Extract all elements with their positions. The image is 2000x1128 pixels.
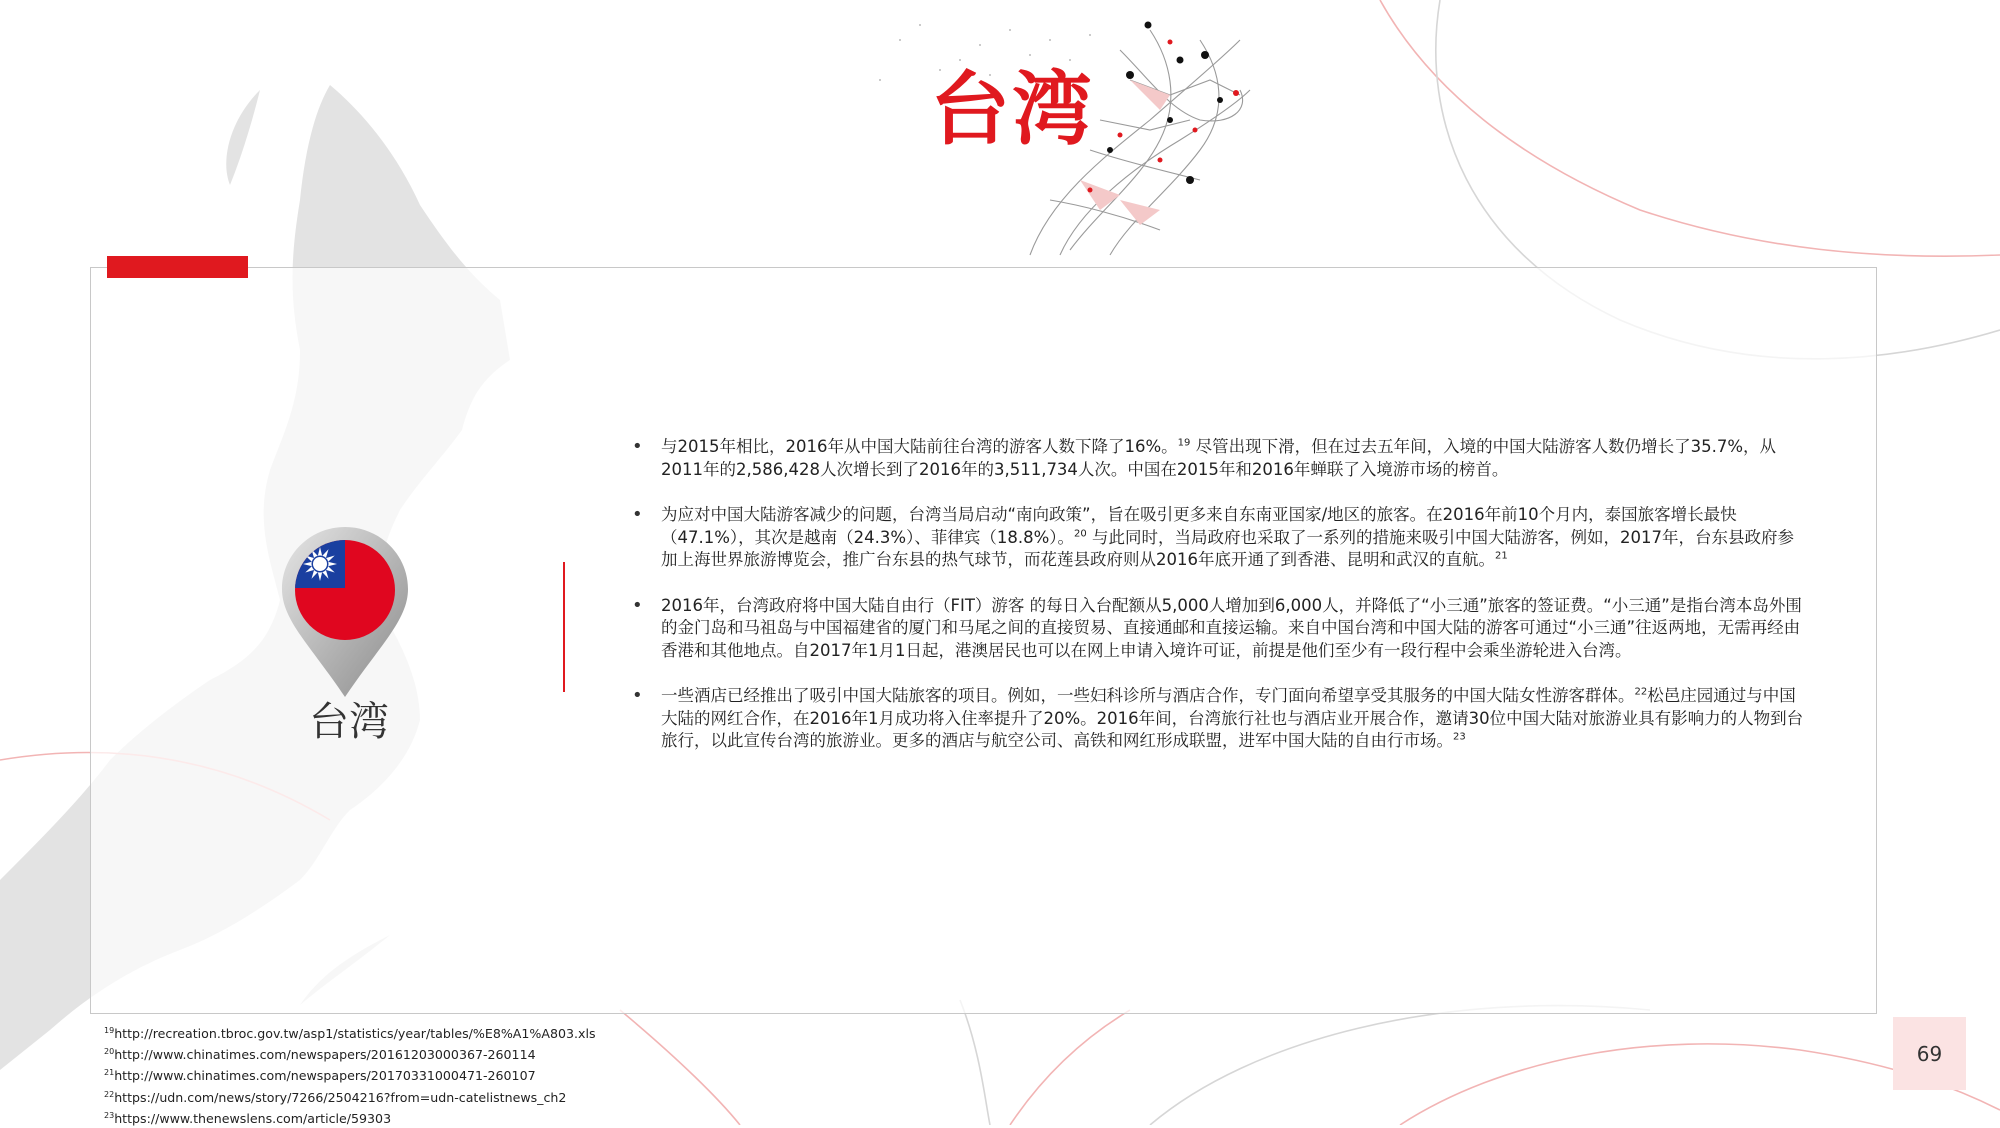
location-pin-icon (280, 525, 410, 700)
footnote-item: $^{21}$http://www.chinatimes.com/newspapers/20170331000471-260107 (104, 1068, 536, 1084)
list-item: • 与2015年相比，2016年从中国大陆前往台湾的游客人数下降了16%。$^{19}$ 尽管出现下滑，但在过去五年间，入境的中国大陆游客人数仍增长了35.7%，从2011年的2,586,428人次增长到了2016年的3,511,734人次。中国在2015年和2016年蝉联了入境游市场的榜首。 (628, 436, 1806, 481)
footnote-link[interactable]: http://recreation.tbroc.gov.tw/asp1/statistics/year/tables/%E8%A1%A803.xls (114, 1026, 596, 1042)
footnote-ref: 22 (1634, 686, 1648, 698)
list-item: • 为应对中国大陆游客减少的问题，台湾当局启动“南向政策”，旨在吸引更多来自东南亚国家/地区的旅客。在2016年前10个月内，泰国旅客增长最快（47.1%），其次是越南（24.3%）、菲律宾（18.8%）。$^{20}$ 与此同时，当局政府也采取了一系列的措施来吸引中国大陆游客，例如，2017年，台东县政府参加上海世界旅游博览会，推广台东县的热气球节，而花莲县政府则从2016年底开通了到香港、昆明和武汉的直航。$^{21}$ (628, 504, 1806, 572)
footnote-ref: 20 (1074, 528, 1087, 539)
footnote-link[interactable]: https://www.thenewslens.com/article/59303 (114, 1110, 392, 1126)
footnote-ref: 19 (1177, 437, 1191, 449)
page-title: 台湾 (930, 63, 1094, 156)
bullet-list (628, 436, 1806, 776)
list-item: • 一些酒店已经推出了吸引中国大陆旅客的项目。例如，一些妇科诊所与酒店合作，专门面向希望享受其服务的中国大陆女性游客群体。$^{22}$松邑庄园通过与中国大陆的网红合作，在2016年1月成功将入住率提升了20%。2016年间，台湾旅行社也与酒店业开展合作，邀请30位中国大陆对旅游业具有影响力的人物到台旅行，以此宣传台湾的旅游业。更多的酒店与航空公司、高铁和网红形成联盟，进军中国大陆的自由行市场。$^{23}$ (628, 685, 1806, 753)
pin-label: 台湾 (309, 699, 389, 745)
footnote-item: $^{23}$https://www.thenewslens.com/article/59303 (104, 1110, 392, 1126)
list-item: • 2016年，台湾政府将中国大陆自由行（FIT）游客 的每日入台配额从5,000人增加到6,000人，并降低了“小三通”旅客的签证费。“小三通”是指台湾本岛外围的金门岛和马祖岛与中国福建省的厦门和马尾之间的直接贸易、直接通邮和直接运输。来自中国台湾和中国大陆的游客可通过“小三通”往返两地，无需再经由香港和其他地点。自2017年1月1日起，港澳居民也可以在网上申请入境许可证，前提是他们至少有一段行程中会乘坐游轮进入台湾。 (628, 595, 1806, 663)
taiwan-flag-icon (295, 540, 395, 640)
footnotes (104, 1022, 596, 1128)
footnote-item: $^{20}$http://www.chinatimes.com/newspapers/20161203000367-260114 (104, 1047, 536, 1063)
footnote-link[interactable]: http://www.chinatimes.com/newspapers/20170331000471-260107 (114, 1068, 536, 1084)
footnote-item: $^{22}$https://udn.com/news/story/7266/2504216?from=udn-catelistnews_ch2 (104, 1089, 567, 1105)
footnote-ref: 21 (1495, 550, 1508, 562)
vertical-divider (563, 562, 565, 692)
footnote-ref: 23 (1453, 731, 1466, 743)
footnote-link[interactable]: https://udn.com/news/story/7266/2504216?from=udn-catelistnews_ch2 (114, 1089, 567, 1105)
page-number: 69 (1893, 1017, 1966, 1090)
footnote-link[interactable]: http://www.chinatimes.com/newspapers/20161203000367-260114 (114, 1047, 536, 1063)
accent-bar (107, 256, 248, 278)
footnote-item: $^{19}$http://recreation.tbroc.gov.tw/asp1/statistics/year/tables/%E8%A1%A803.xls (104, 1026, 596, 1042)
